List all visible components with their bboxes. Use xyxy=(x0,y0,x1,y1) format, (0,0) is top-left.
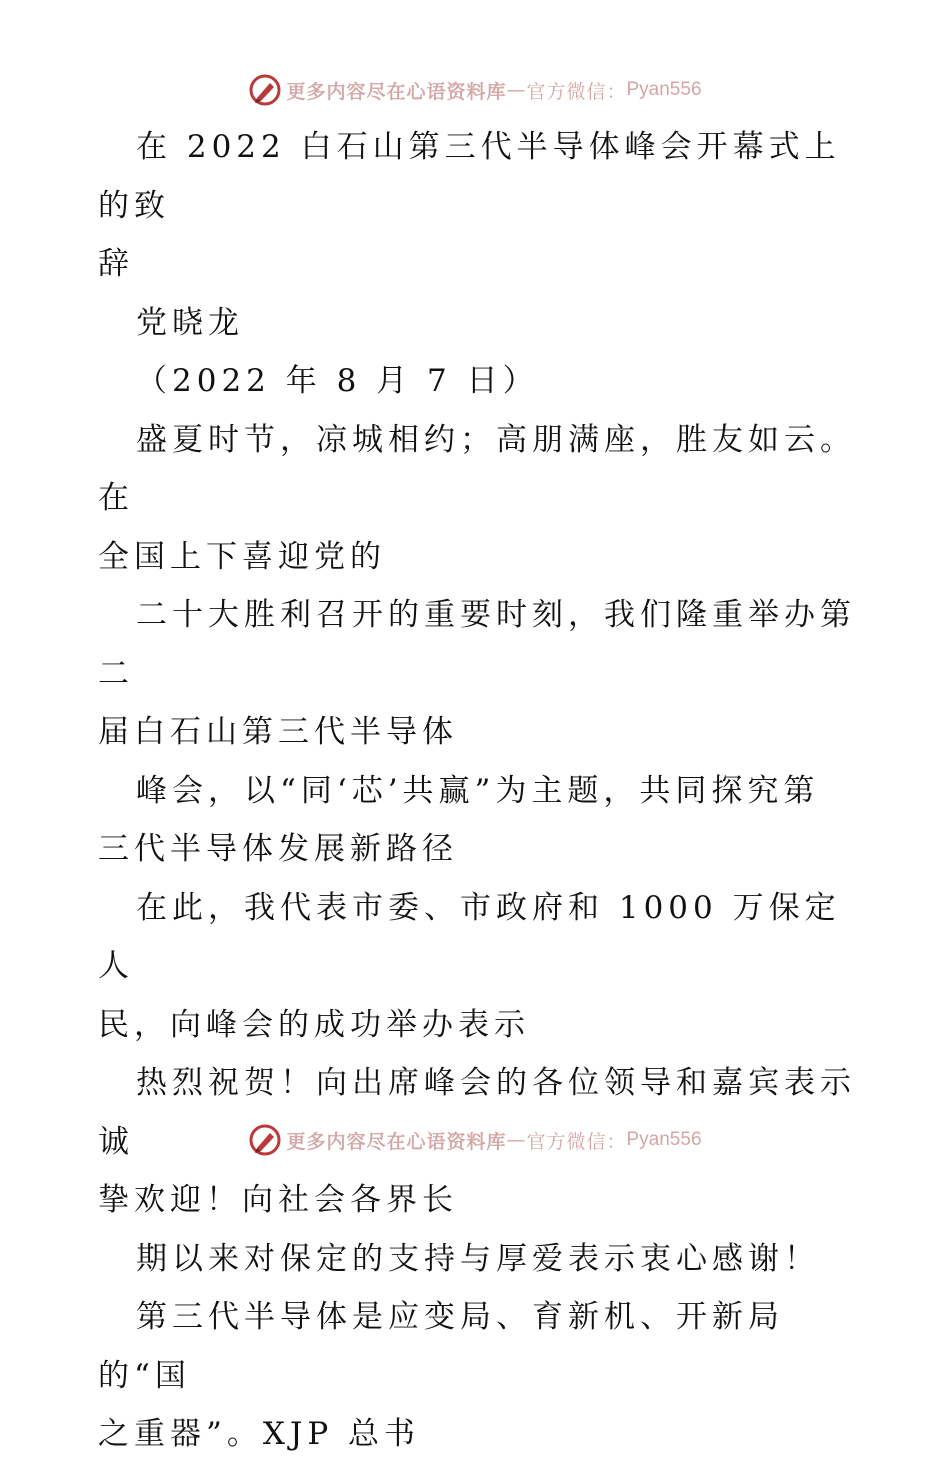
banner-wechat-id: Pyan556 xyxy=(626,1129,702,1150)
text-line: 民，向峰会的成功举办表示 xyxy=(98,1006,530,1043)
text-line: 辞 xyxy=(98,246,134,282)
text-line: 在此，我代表市委、市政府和 1000 万保定人 xyxy=(98,889,841,984)
doc-title xyxy=(98,118,858,294)
banner-separator: — xyxy=(506,79,527,101)
banner-wechat-label: 官方微信： xyxy=(526,1130,627,1153)
banner-text: 更多内容尽在心语资料库 xyxy=(286,80,507,103)
text-line: 峰会，以“同‘芯’共赢”为主题，共同探究第 xyxy=(136,772,820,809)
pen-logo-icon xyxy=(248,1123,282,1157)
pen-logo-icon xyxy=(248,73,282,107)
document-body xyxy=(98,118,858,1464)
banner-text: 更多内容尽在心语资料库 xyxy=(286,1130,507,1153)
paragraph xyxy=(98,879,858,1055)
banner-wechat-id: Pyan556 xyxy=(626,79,702,100)
text-line: 期以来对保定的支持与厚爱表示衷心感谢！ xyxy=(136,1240,820,1277)
header-banner xyxy=(0,70,950,110)
text-line: 全国上下喜迎党的 xyxy=(98,538,386,575)
text-line: 之重器”。XJP 总书 xyxy=(98,1416,421,1452)
text-line: 在 2022 白石山第三代半导体峰会开幕式上的致 xyxy=(98,129,841,224)
text-line: 第三代半导体是应变局、育新机、开新局的“国 xyxy=(98,1299,784,1394)
paragraph xyxy=(98,411,858,587)
paragraph xyxy=(98,1288,858,1464)
text-line: 届白石山第三代半导体 xyxy=(98,714,458,750)
text-line: 盛夏时节，凉城相约；高朋满座，胜友如云。在 xyxy=(98,421,856,516)
text-line: 挚欢迎！向社会各界长 xyxy=(98,1182,458,1218)
doc-author xyxy=(98,294,858,353)
text-line: 二十大胜利召开的重要时刻，我们隆重举办第二 xyxy=(98,597,856,692)
banner-wechat-label: 官方微信： xyxy=(526,80,627,103)
paragraph xyxy=(98,586,858,762)
footer-banner xyxy=(0,1120,950,1160)
paragraph xyxy=(98,1230,858,1289)
paragraph xyxy=(98,762,858,879)
doc-date xyxy=(98,352,858,411)
text-line: 热烈祝贺！向出席峰会的各位领导和嘉宾表示诚 xyxy=(98,1065,856,1160)
text-line: （2022 年 8 月 7 日） xyxy=(136,363,539,399)
banner-separator: — xyxy=(506,1129,527,1151)
text-line: 三代半导体发展新路径 xyxy=(98,831,458,867)
text-line: 党晓龙 xyxy=(136,304,244,341)
